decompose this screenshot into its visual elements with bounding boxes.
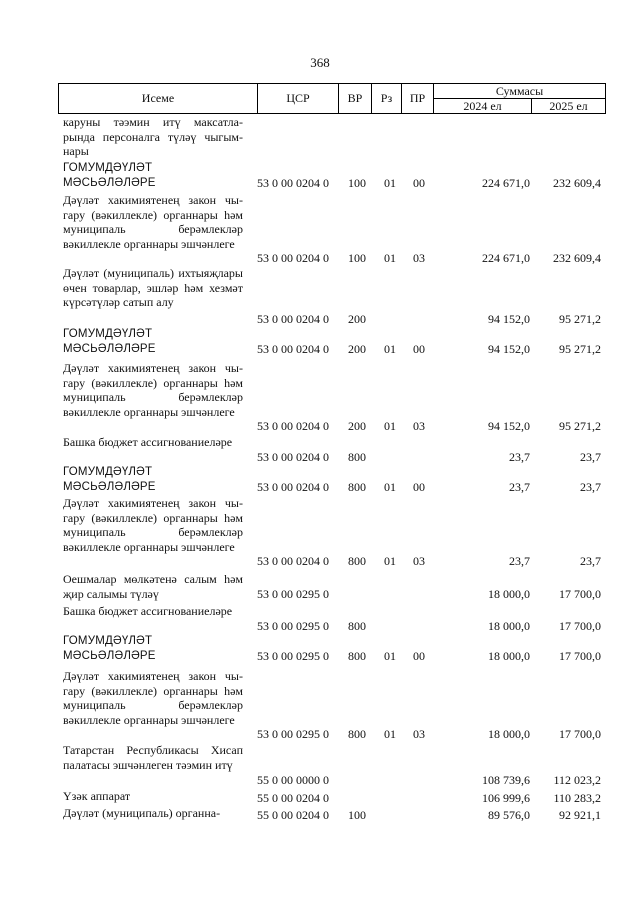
header-2024: 2024 ел xyxy=(463,98,502,113)
row-rz: 01 xyxy=(384,176,396,190)
table-row xyxy=(0,361,640,433)
row-name: Башка бюджет ассигнованиеләре xyxy=(63,435,233,449)
row-name: Дәүләт хакимиятенең закон чы- гару (вәкиллекле) органнары һәм муниципаль берәмлекләр вәкиллекле органнары эшчәнлеге xyxy=(63,496,243,554)
row-csr: 53 0 00 0204 0 xyxy=(257,480,329,494)
row-vr: 800 xyxy=(348,649,366,663)
row-name: ГОМУМДӘҮЛӘТ МӘСЬӘЛӘЛӘРЕ xyxy=(63,162,156,189)
row-pr: 03 xyxy=(413,419,425,433)
row-csr: 53 0 00 0204 0 xyxy=(257,251,329,265)
table-row xyxy=(0,193,640,265)
row-amount-2024: 89 576,0 xyxy=(488,808,530,822)
table-header xyxy=(58,83,606,114)
row-amount-2025: 95 271,2 xyxy=(559,342,601,356)
header-pr-cell xyxy=(401,83,434,114)
row-pr: 00 xyxy=(413,176,425,190)
row-name: Дәүләт хакимиятенең закон чы- гару (вәкиллекле) органнары һәм муниципаль берәмлекләр вәкиллекле органнары эшчәнлеге xyxy=(63,361,243,419)
table-row xyxy=(0,743,640,787)
row-csr: 53 0 00 0204 0 xyxy=(257,419,329,433)
row-csr: 53 0 00 0204 0 xyxy=(257,176,329,190)
row-vr: 800 xyxy=(348,727,366,741)
row-amount-2025: 17 700,0 xyxy=(559,587,601,601)
row-amount-2025: 17 700,0 xyxy=(559,727,601,741)
row-pr: 00 xyxy=(413,480,425,494)
row-pr: 03 xyxy=(413,251,425,265)
row-pr: 00 xyxy=(413,649,425,663)
row-amount-2024: 23,7 xyxy=(509,480,530,494)
row-rz: 01 xyxy=(384,554,396,568)
header-rz: Рз xyxy=(380,91,393,105)
row-amount-2024: 94 152,0 xyxy=(488,342,530,356)
table-row xyxy=(0,161,640,190)
row-vr: 100 xyxy=(348,176,366,190)
row-amount-2024: 18 000,0 xyxy=(488,649,530,663)
row-csr: 53 0 00 0295 0 xyxy=(257,587,329,601)
row-vr: 800 xyxy=(348,450,366,464)
table-row xyxy=(0,789,640,805)
row-vr: 100 xyxy=(348,808,366,822)
row-name: каруны тәэмин итү максатла- рында персоналга түләү чыгым- нары xyxy=(63,115,243,159)
header-sums: Суммасы xyxy=(495,83,544,98)
header-vr-cell xyxy=(338,83,372,114)
table-row xyxy=(0,327,640,356)
row-amount-2025: 232 609,4 xyxy=(553,176,601,190)
row-amount-2024: 18 000,0 xyxy=(488,727,530,741)
row-csr: 55 0 00 0000 0 xyxy=(257,773,329,787)
header-rz-cell xyxy=(371,83,402,114)
row-vr: 100 xyxy=(348,251,366,265)
row-csr: 53 0 00 0295 0 xyxy=(257,649,329,663)
row-csr: 53 0 00 0204 0 xyxy=(257,450,329,464)
row-vr: 800 xyxy=(348,554,366,568)
row-vr: 200 xyxy=(348,419,366,433)
row-csr: 53 0 00 0295 0 xyxy=(257,619,329,633)
row-amount-2024: 23,7 xyxy=(509,450,530,464)
table-row xyxy=(0,634,640,663)
row-amount-2025: 95 271,2 xyxy=(559,419,601,433)
row-csr: 53 0 00 0295 0 xyxy=(257,727,329,741)
row-rz: 01 xyxy=(384,480,396,494)
row-amount-2024: 224 671,0 xyxy=(482,176,530,190)
header-pr: ПР xyxy=(409,91,426,105)
row-name: ГОМУМДӘҮЛӘТ МӘСЬӘЛӘЛӘРЕ xyxy=(63,635,156,662)
table-row xyxy=(0,266,640,326)
row-amount-2025: 95 271,2 xyxy=(559,312,601,326)
row-csr: 55 0 00 0204 0 xyxy=(257,808,329,822)
row-name: Дәүләт (муниципаль) ихтыяҗлары өчен товарлар, эшләр һәм хезмәт күрсәтүләр сатып алу xyxy=(63,266,243,310)
header-2024-cell xyxy=(433,98,532,114)
row-vr: 200 xyxy=(348,312,366,326)
row-amount-2025: 17 700,0 xyxy=(559,649,601,663)
row-rz: 01 xyxy=(384,649,396,663)
row-pr: 00 xyxy=(413,342,425,356)
row-name: Үзәк аппарат xyxy=(63,789,131,803)
table-row xyxy=(0,572,640,601)
row-amount-2025: 112 023,2 xyxy=(553,773,601,787)
row-csr: 53 0 00 0204 0 xyxy=(257,312,329,326)
header-name: Исеме xyxy=(141,91,175,105)
row-rz: 01 xyxy=(384,727,396,741)
row-rz: 01 xyxy=(384,342,396,356)
row-pr: 03 xyxy=(413,554,425,568)
row-name: ГОМУМДӘҮЛӘТ МӘСЬӘЛӘЛӘРЕ xyxy=(63,328,156,355)
table-row xyxy=(0,115,640,159)
row-amount-2025: 92 921,1 xyxy=(559,808,601,822)
header-name-cell xyxy=(58,83,258,114)
row-amount-2025: 23,7 xyxy=(580,450,601,464)
row-amount-2024: 224 671,0 xyxy=(482,251,530,265)
row-name: ГОМУМДӘҮЛӘТ МӘСЬӘЛӘЛӘРЕ xyxy=(63,466,156,493)
row-amount-2024: 94 152,0 xyxy=(488,312,530,326)
row-csr: 53 0 00 0204 0 xyxy=(257,342,329,356)
header-2025: 2025 ел xyxy=(549,98,588,113)
row-amount-2024: 18 000,0 xyxy=(488,619,530,633)
row-name: Дәүләт хакимиятенең закон чы- гару (вәкиллекле) органнары һәм муниципаль берәмлекләр вәкиллекле органнары эшчәнлеге xyxy=(63,669,243,727)
row-amount-2025: 23,7 xyxy=(580,554,601,568)
row-rz: 01 xyxy=(384,251,396,265)
row-name: Оешмалар мөлкәтенә салым һәм җир салымы түләү xyxy=(63,572,243,601)
row-name: Дәүләт хакимиятенең закон чы- гару (вәкиллекле) органнары һәм муниципаль берәмлекләр вәкиллекле органнары эшчәнлеге xyxy=(63,193,243,251)
row-amount-2025: 110 283,2 xyxy=(553,791,601,805)
row-name: Татарстан Республикасы Хисап палатасы эшчәнлеген тәэмин итү xyxy=(63,743,243,772)
row-amount-2024: 108 739,6 xyxy=(482,773,530,787)
row-amount-2024: 18 000,0 xyxy=(488,587,530,601)
table-row xyxy=(0,435,640,464)
header-2025-cell xyxy=(531,98,606,114)
row-amount-2024: 106 999,6 xyxy=(482,791,530,805)
row-amount-2025: 23,7 xyxy=(580,480,601,494)
table-row xyxy=(0,806,640,822)
table-row xyxy=(0,465,640,494)
table-row xyxy=(0,496,640,568)
row-name: Башка бюджет ассигнованиеләре xyxy=(63,604,233,618)
row-amount-2024: 94 152,0 xyxy=(488,419,530,433)
row-name: Дәүләт (муниципаль) органна- xyxy=(63,806,221,820)
row-rz: 01 xyxy=(384,419,396,433)
row-vr: 800 xyxy=(348,480,366,494)
row-csr: 53 0 00 0204 0 xyxy=(257,554,329,568)
row-vr: 800 xyxy=(348,619,366,633)
row-csr: 55 0 00 0204 0 xyxy=(257,791,329,805)
row-vr: 200 xyxy=(348,342,366,356)
header-vr: ВР xyxy=(347,91,363,105)
page-number: 368 xyxy=(310,55,330,70)
header-csr: ЦСР xyxy=(286,91,310,105)
header-csr-cell xyxy=(257,83,339,114)
header-sums-cell xyxy=(433,83,606,99)
row-pr: 03 xyxy=(413,727,425,741)
table-row xyxy=(0,604,640,633)
table-row xyxy=(0,669,640,741)
row-amount-2025: 232 609,4 xyxy=(553,251,601,265)
row-amount-2024: 23,7 xyxy=(509,554,530,568)
row-amount-2025: 17 700,0 xyxy=(559,619,601,633)
